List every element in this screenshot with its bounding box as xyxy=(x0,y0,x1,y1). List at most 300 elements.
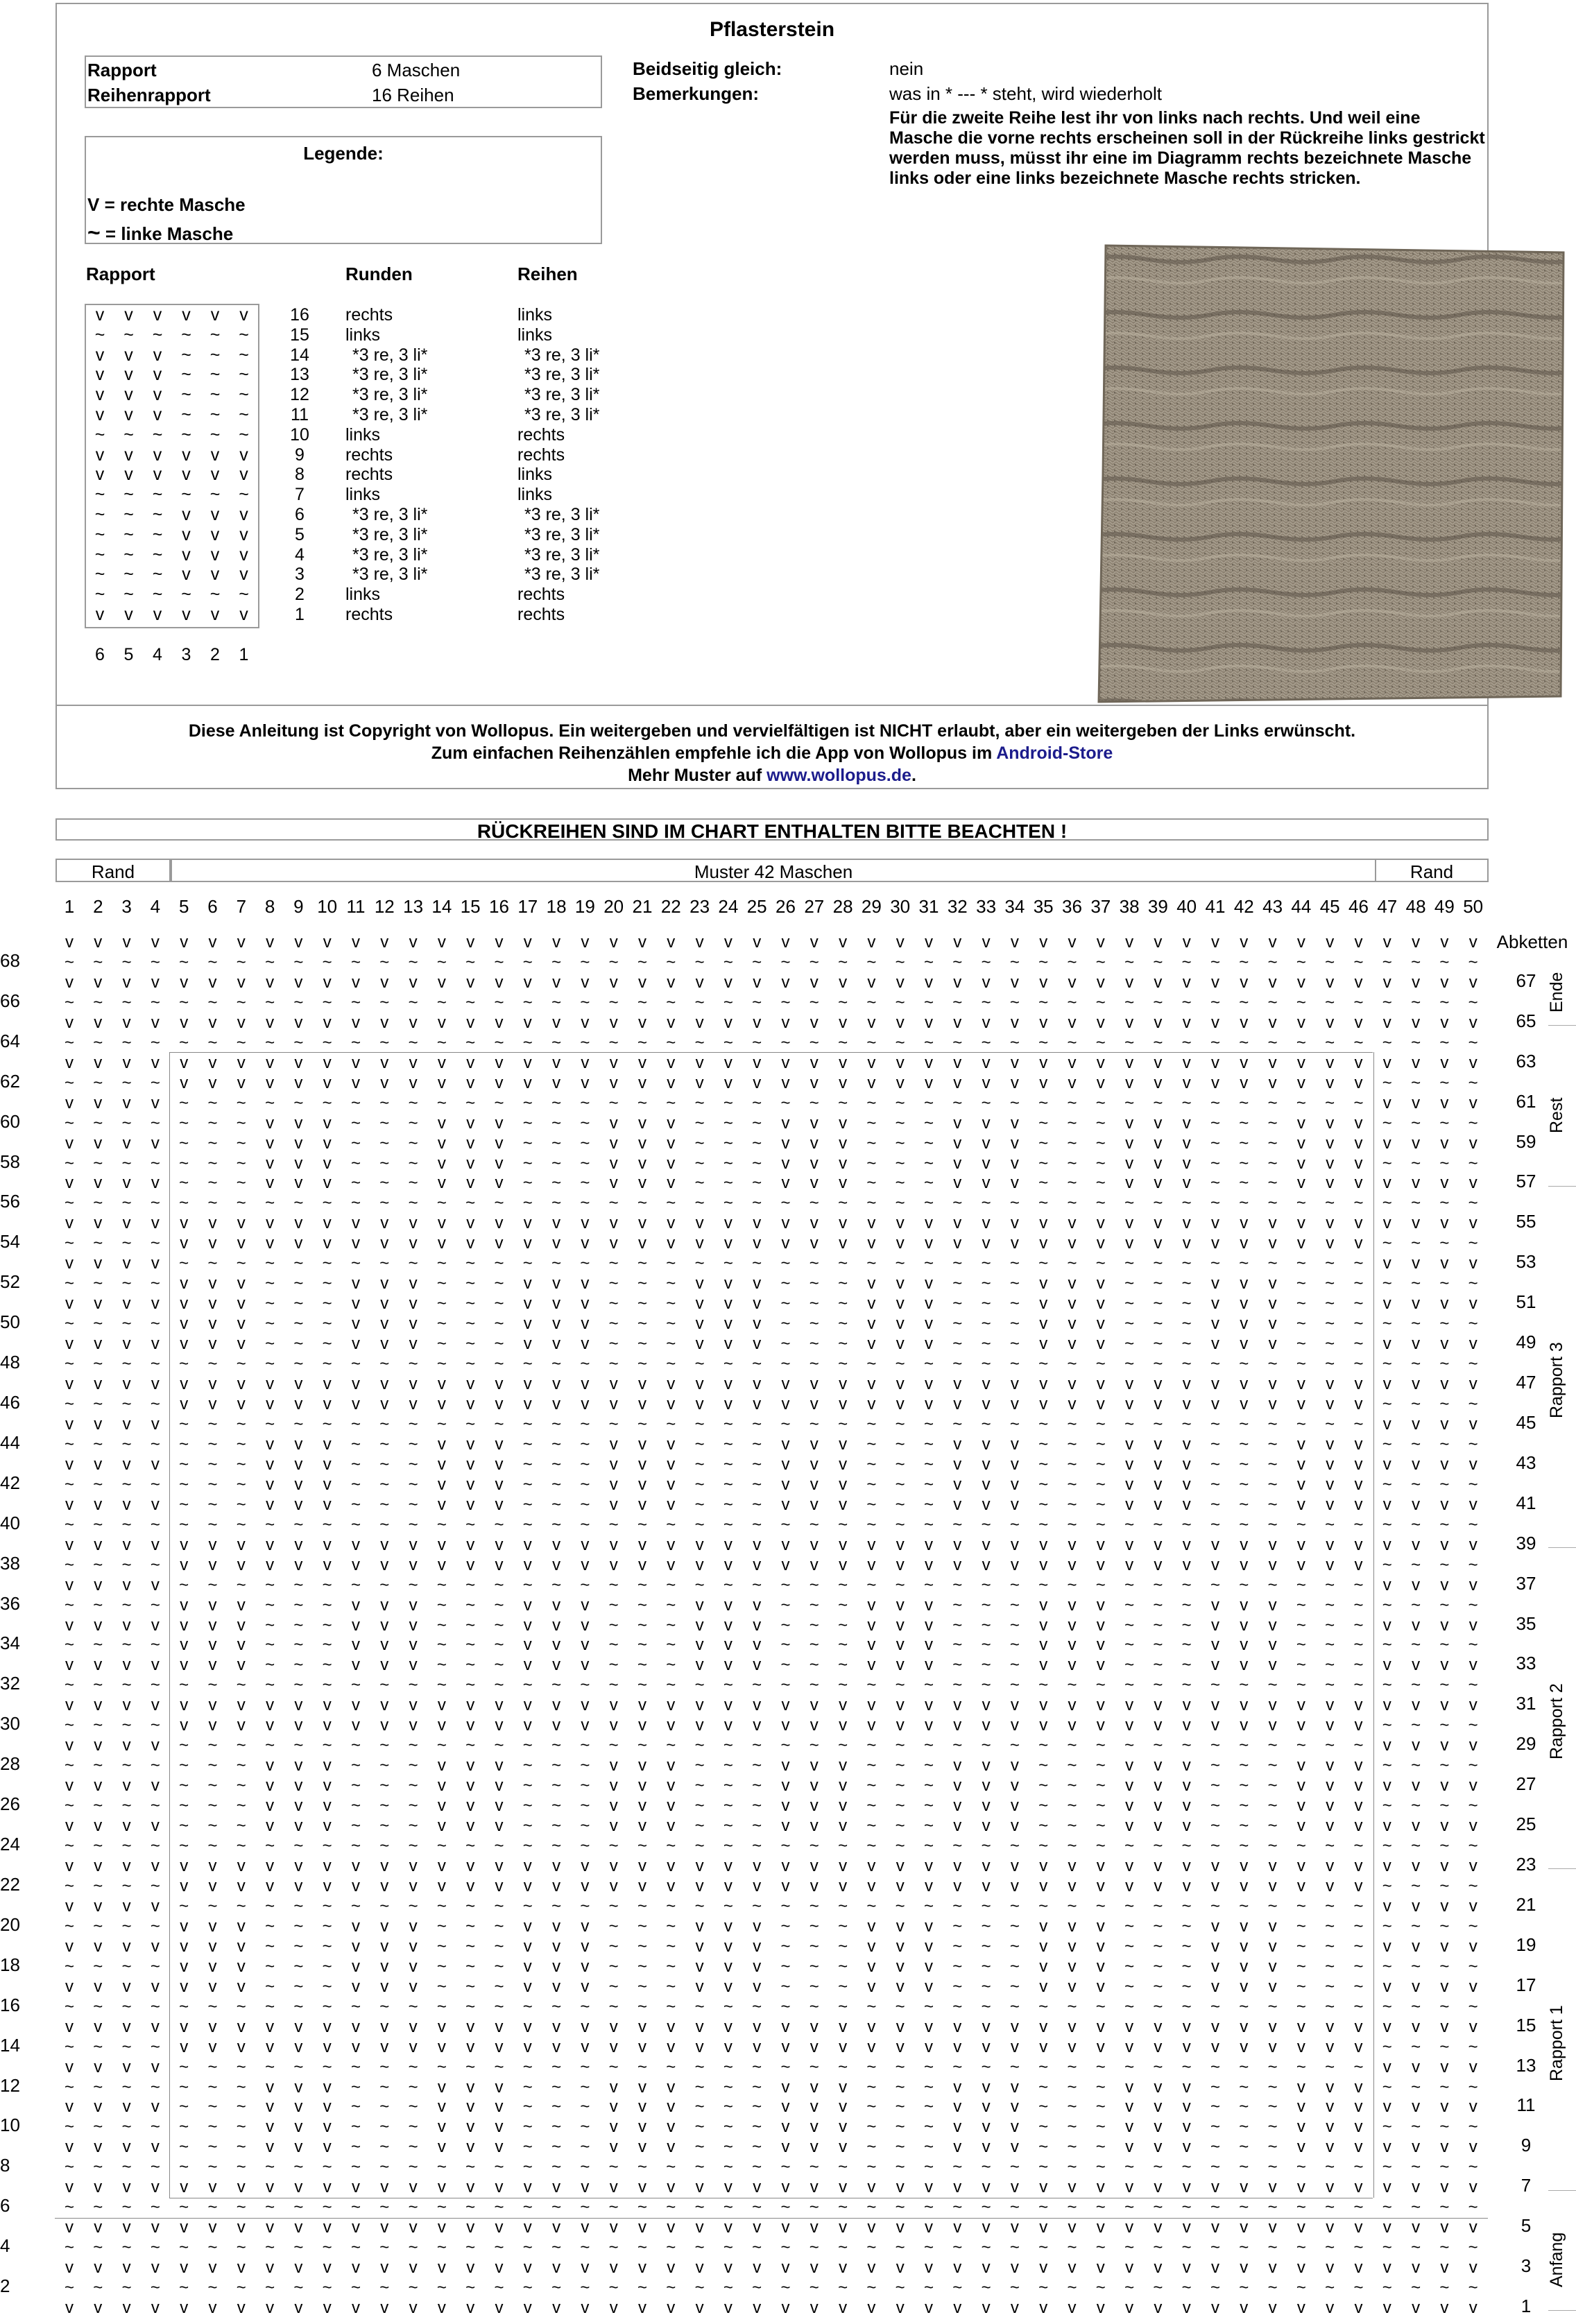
stitch-cell: v xyxy=(1382,1857,1391,1875)
stitch-cell: ~ xyxy=(522,1575,533,1594)
stitch-cell: v xyxy=(667,1375,676,1394)
stitch-cell: ~ xyxy=(150,1796,160,1816)
stitch-cell: ~ xyxy=(93,1796,103,1816)
stitch-cell: v xyxy=(609,1716,618,1735)
stitch-cell: v xyxy=(1268,1314,1277,1334)
stitch-cell: v xyxy=(839,1173,848,1193)
stitch-cell: v xyxy=(867,1073,876,1092)
stitch-cell: ~ xyxy=(1353,1515,1364,1534)
row-number-left: 28 xyxy=(0,1753,20,1775)
stitch-cell: ~ xyxy=(1181,1334,1192,1354)
stitch-cell: v xyxy=(839,1234,848,1253)
stitch-cell: v xyxy=(552,2298,561,2318)
stitch-cell: v xyxy=(753,1876,762,1895)
stitch-cell: v xyxy=(1010,1876,1019,1895)
stitch-cell: v xyxy=(1125,1876,1134,1895)
stitch-cell: v xyxy=(753,1294,762,1314)
stitch-cell: ~ xyxy=(1124,2158,1135,2177)
stitch-cell: ~ xyxy=(952,2278,963,2298)
stitch-cell: v xyxy=(609,1454,618,1474)
stitch-cell: ~ xyxy=(1009,1033,1020,1052)
stitch-cell: v xyxy=(495,2298,504,2318)
stitch-cell: v xyxy=(781,1756,790,1775)
small-chart-stitch: v xyxy=(124,465,133,485)
stitch-cell: ~ xyxy=(207,1796,218,1816)
stitch-cell: ~ xyxy=(207,1173,218,1193)
stitch-cell: ~ xyxy=(64,1956,74,1976)
stitch-cell: v xyxy=(122,2298,131,2318)
stitch-cell: ~ xyxy=(981,1274,991,1293)
stitch-cell: ~ xyxy=(895,2137,905,2157)
stitch-cell: v xyxy=(609,2077,618,2097)
stitch-cell: ~ xyxy=(1038,952,1049,972)
small-chart-row-number: 11 xyxy=(291,405,309,424)
stitch-cell: ~ xyxy=(150,1756,160,1775)
stitch-cell: ~ xyxy=(1439,2278,1450,2298)
stitch-cell: ~ xyxy=(293,1354,304,1374)
stitch-cell: ~ xyxy=(666,992,676,1012)
stitch-cell: v xyxy=(867,1314,876,1334)
stitch-cell: v xyxy=(294,1113,303,1133)
stitch-cell: ~ xyxy=(236,2057,246,2076)
stitch-cell: ~ xyxy=(1067,2238,1077,2257)
stitch-cell: ~ xyxy=(895,1033,905,1052)
stitch-cell: v xyxy=(1240,1615,1249,1635)
stitch-cell: ~ xyxy=(838,2238,848,2257)
stitch-cell: ~ xyxy=(1296,1194,1306,1213)
stitch-cell: ~ xyxy=(1382,1354,1392,1374)
stitch-cell: v xyxy=(180,1375,189,1394)
stitch-cell: ~ xyxy=(895,1776,905,1796)
stitch-cell: v xyxy=(208,1635,217,1655)
stitch-cell: v xyxy=(723,2017,733,2036)
stitch-cell: v xyxy=(1354,1716,1363,1735)
stitch-cell: v xyxy=(1468,2178,1478,2197)
stitch-cell: ~ xyxy=(236,1515,246,1534)
stitch-cell: ~ xyxy=(436,1896,447,1916)
stitch-cell: ~ xyxy=(1411,2278,1421,2298)
stitch-cell: ~ xyxy=(350,1093,361,1112)
android-store-link[interactable]: Android-Store xyxy=(996,743,1113,763)
stitch-cell: v xyxy=(781,1857,790,1875)
stitch-cell: ~ xyxy=(1468,1756,1478,1775)
row-number-right: 53 xyxy=(1516,1251,1536,1273)
stitch-cell: ~ xyxy=(179,2057,189,2076)
stitch-cell: v xyxy=(839,1013,848,1032)
stitch-cell: ~ xyxy=(1267,1454,1278,1474)
stitch-cell: ~ xyxy=(1439,1756,1450,1775)
stitch-cell: ~ xyxy=(1296,952,1306,972)
stitch-cell: v xyxy=(667,1133,676,1153)
stitch-cell: v xyxy=(437,1214,446,1233)
stitch-cell: ~ xyxy=(1009,1093,1020,1112)
stitch-cell: v xyxy=(1125,1395,1134,1413)
stitch-cell: ~ xyxy=(1124,1956,1135,1976)
stitch-cell: ~ xyxy=(809,1615,819,1635)
stitch-cell: ~ xyxy=(322,1575,332,1594)
stitch-cell: ~ xyxy=(580,2057,590,2076)
stitch-cell: v xyxy=(1326,1857,1335,1875)
stitch-cell: ~ xyxy=(293,1836,304,1856)
stitch-cell: ~ xyxy=(723,2097,733,2117)
stitch-cell: v xyxy=(638,2077,646,2097)
stitch-cell: ~ xyxy=(207,1495,218,1514)
stitch-cell: ~ xyxy=(207,1254,218,1273)
stitch-cell: ~ xyxy=(952,1896,963,1916)
stitch-cell: ~ xyxy=(1267,1033,1278,1052)
stitch-cell: ~ xyxy=(895,2057,905,2076)
stitch-cell: v xyxy=(409,1314,418,1334)
stitch-cell: v xyxy=(781,1434,790,1454)
stitch-cell: ~ xyxy=(1067,1515,1077,1534)
stitch-cell: v xyxy=(1296,2077,1305,2097)
stitch-cell: ~ xyxy=(866,1454,877,1474)
stitch-cell: v xyxy=(380,1615,389,1635)
stitch-cell: v xyxy=(1296,1375,1305,1394)
stitch-cell: v xyxy=(1039,1615,1048,1635)
stitch-cell: v xyxy=(237,1234,246,1253)
stitch-cell: v xyxy=(1354,933,1363,952)
stitch-cell: ~ xyxy=(1153,1033,1163,1052)
stitch-cell: v xyxy=(1268,1214,1277,1233)
stitch-cell: ~ xyxy=(809,1676,819,1695)
stitch-cell: v xyxy=(1039,1936,1048,1956)
knitted-swatch-photo xyxy=(1085,239,1570,710)
stitch-cell: v xyxy=(1240,1857,1249,1875)
website-link[interactable]: www.wollopus.de xyxy=(766,766,911,785)
stitch-cell: v xyxy=(867,2178,876,2197)
stitch-cell: ~ xyxy=(866,2117,877,2137)
stitch-cell: ~ xyxy=(752,1736,762,1755)
stitch-cell: ~ xyxy=(236,1454,246,1474)
stitch-cell: v xyxy=(151,1294,160,1314)
stitch-cell: v xyxy=(1468,1736,1478,1755)
stitch-cell: ~ xyxy=(1124,1736,1135,1755)
stitch-cell: ~ xyxy=(265,1254,275,1273)
stitch-cell: ~ xyxy=(93,1555,103,1574)
stitch-cell: ~ xyxy=(1009,1334,1020,1354)
stitch-cell: ~ xyxy=(866,1474,877,1494)
stitch-cell: v xyxy=(982,1796,991,1816)
stitch-cell: ~ xyxy=(895,1495,905,1514)
stitch-cell: ~ xyxy=(522,1254,533,1273)
stitch-cell: v xyxy=(810,1816,819,1836)
small-chart-row-number: 15 xyxy=(290,325,309,345)
stitch-cell: ~ xyxy=(780,1896,791,1916)
stitch-cell: ~ xyxy=(265,2158,275,2177)
stitch-cell: ~ xyxy=(608,2238,619,2257)
stitch-cell: v xyxy=(409,1013,418,1032)
stitch-cell: v xyxy=(925,1696,933,1715)
stitch-cell: ~ xyxy=(666,1896,676,1916)
stitch-cell: v xyxy=(1211,1555,1219,1574)
row-number-left: 34 xyxy=(0,1633,20,1654)
small-chart-stitch: ~ xyxy=(209,385,221,405)
stitch-cell: v xyxy=(1296,2178,1305,2197)
stitch-cell: v xyxy=(953,1876,962,1895)
stitch-cell: v xyxy=(896,2037,905,2056)
stitch-cell: v xyxy=(839,1113,848,1133)
stitch-cell: ~ xyxy=(1296,1294,1306,1314)
stitch-cell: ~ xyxy=(637,1093,647,1112)
stitch-cell: ~ xyxy=(494,1314,504,1334)
stitch-cell: v xyxy=(810,1053,819,1072)
app-line xyxy=(57,742,1487,764)
stitch-cell: ~ xyxy=(179,1093,189,1112)
stitch-cell: ~ xyxy=(723,1254,733,1273)
small-chart-stitch: ~ xyxy=(181,485,191,505)
stitch-cell: ~ xyxy=(1210,1776,1220,1796)
stitch-cell: v xyxy=(65,1857,74,1875)
stitch-cell: v xyxy=(122,1816,131,1836)
small-chart-runden: links xyxy=(345,424,381,445)
stitch-cell: v xyxy=(94,1816,103,1836)
stitch-cell: ~ xyxy=(1353,1194,1364,1213)
stitch-cell: ~ xyxy=(1382,1756,1392,1775)
stitch-cell: ~ xyxy=(522,1113,533,1133)
stitch-cell: ~ xyxy=(265,1033,275,1052)
stitch-cell: v xyxy=(925,1334,933,1354)
stitch-cell: v xyxy=(495,1133,504,1153)
stitch-cell: ~ xyxy=(981,1635,991,1655)
stitch-cell: v xyxy=(810,1113,819,1133)
stitch-cell: v xyxy=(695,1053,704,1072)
stitch-cell: v xyxy=(953,2178,962,2197)
stitch-cell: ~ xyxy=(1411,1515,1421,1534)
stitch-cell: v xyxy=(552,1696,561,1715)
stitch-cell: ~ xyxy=(1267,1474,1278,1494)
stitch-cell: v xyxy=(953,1756,962,1775)
stitch-cell: ~ xyxy=(408,992,418,1012)
stitch-cell: v xyxy=(323,2218,332,2237)
stitch-cell: ~ xyxy=(780,1314,791,1334)
stitch-cell: ~ xyxy=(207,1836,218,1856)
stitch-cell: v xyxy=(867,1977,876,1996)
stitch-cell: ~ xyxy=(723,1474,733,1494)
small-chart-stitch: ~ xyxy=(123,544,134,565)
stitch-cell: v xyxy=(495,1234,504,1253)
stitch-cell: v xyxy=(1326,2097,1335,2117)
stitch-cell: ~ xyxy=(179,992,189,1012)
stitch-cell: v xyxy=(1154,2037,1163,2056)
stitch-cell: ~ xyxy=(780,2238,791,2257)
stitch-cell: v xyxy=(1240,2298,1249,2318)
stitch-cell: v xyxy=(151,1375,160,1394)
stitch-cell: ~ xyxy=(265,2278,275,2298)
stitch-cell: ~ xyxy=(1382,1153,1392,1173)
stitch-cell: ~ xyxy=(1210,1756,1220,1775)
stitch-cell: ~ xyxy=(150,1876,160,1895)
stitch-cell: ~ xyxy=(522,2238,533,2257)
stitch-cell: v xyxy=(294,1053,303,1072)
stitch-cell: v xyxy=(1068,1053,1077,1072)
stitch-cell: v xyxy=(1412,1696,1421,1715)
stitch-cell: v xyxy=(294,1776,303,1796)
stitch-cell: v xyxy=(409,2218,418,2237)
stitch-cell: ~ xyxy=(1153,1274,1163,1293)
row-number-right: 45 xyxy=(1516,1411,1536,1433)
stitch-cell: v xyxy=(839,1395,848,1413)
stitch-cell: ~ xyxy=(1353,1354,1364,1374)
stitch-cell: v xyxy=(1326,2258,1335,2278)
stitch-cell: v xyxy=(1412,1977,1421,1996)
stitch-cell: v xyxy=(65,2057,74,2076)
stitch-cell: ~ xyxy=(752,1836,762,1856)
stitch-cell: v xyxy=(1440,2178,1449,2197)
stitch-cell: ~ xyxy=(1153,1595,1163,1615)
stitch-cell: v xyxy=(982,2137,991,2157)
stitch-cell: ~ xyxy=(1067,2278,1077,2298)
stitch-cell: ~ xyxy=(1067,2158,1077,2177)
stitch-cell: ~ xyxy=(608,2158,619,2177)
stitch-cell: ~ xyxy=(1267,1997,1278,2016)
stitch-cell: ~ xyxy=(1124,1575,1135,1594)
stitch-cell: ~ xyxy=(694,2198,705,2217)
stitch-cell: v xyxy=(1440,972,1449,992)
stitch-cell: v xyxy=(925,1857,933,1875)
stitch-cell: v xyxy=(753,1977,762,1996)
stitch-cell: ~ xyxy=(551,2077,562,2097)
stitch-cell: ~ xyxy=(465,992,476,1012)
stitch-cell: v xyxy=(925,1314,933,1334)
stitch-cell: v xyxy=(122,1977,131,1996)
stitch-cell: ~ xyxy=(1095,1093,1106,1112)
stitch-cell: ~ xyxy=(895,1515,905,1534)
row-number-right: 37 xyxy=(1516,1572,1536,1594)
stitch-cell: v xyxy=(122,1254,131,1273)
stitch-cell: ~ xyxy=(1153,1977,1163,1996)
stitch-cell: v xyxy=(1412,1334,1421,1354)
stitch-cell: ~ xyxy=(1038,1736,1049,1755)
stitch-cell: ~ xyxy=(923,1113,934,1133)
stitch-cell: ~ xyxy=(809,1736,819,1755)
stitch-cell: ~ xyxy=(838,1274,848,1293)
stitch-cell: v xyxy=(552,1314,561,1334)
stitch-cell: v xyxy=(437,1776,446,1796)
stitch-cell: ~ xyxy=(1009,1354,1020,1374)
stitch-cell: v xyxy=(409,1977,418,1996)
stitch-cell: ~ xyxy=(1468,1073,1478,1092)
stitch-cell: ~ xyxy=(1382,2158,1392,2177)
stitch-cell: v xyxy=(609,1375,618,1394)
stitch-cell: ~ xyxy=(1325,2198,1335,2217)
stitch-cell: v xyxy=(1240,2017,1249,2036)
stitch-cell: v xyxy=(1468,2097,1478,2117)
stitch-cell: ~ xyxy=(923,2057,934,2076)
stitch-cell: v xyxy=(867,2298,876,2318)
stitch-cell: v xyxy=(409,1375,418,1394)
stitch-cell: ~ xyxy=(179,1495,189,1514)
stitch-cell: ~ xyxy=(408,1836,418,1856)
stitch-cell: ~ xyxy=(809,1314,819,1334)
stitch-cell: v xyxy=(180,1214,189,1233)
stitch-cell: v xyxy=(1211,1214,1219,1233)
stitch-cell: v xyxy=(1096,1395,1105,1413)
column-number: 48 xyxy=(1405,896,1426,917)
stitch-cell: v xyxy=(781,1073,790,1092)
stitch-cell: v xyxy=(323,1214,332,1233)
stitch-cell: ~ xyxy=(1239,1756,1249,1775)
stitch-cell: v xyxy=(65,2017,74,2036)
stitch-cell: ~ xyxy=(895,1153,905,1173)
row-number-left: 48 xyxy=(0,1352,20,1373)
stitch-cell: ~ xyxy=(1181,1515,1192,1534)
stitch-cell: ~ xyxy=(350,2278,361,2298)
stitch-cell: v xyxy=(1268,2258,1277,2278)
stitch-cell: ~ xyxy=(1124,1655,1135,1675)
stitch-cell: v xyxy=(409,1876,418,1895)
stitch-cell: ~ xyxy=(580,1575,590,1594)
stitch-cell: v xyxy=(1354,2037,1363,2056)
stitch-cell: ~ xyxy=(923,1736,934,1755)
stitch-cell: ~ xyxy=(1468,1314,1478,1334)
stitch-cell: ~ xyxy=(350,1254,361,1273)
stitch-cell: v xyxy=(552,1655,561,1675)
stitch-cell: v xyxy=(1468,2218,1478,2237)
stitch-cell: v xyxy=(380,1696,389,1715)
stitch-cell: v xyxy=(352,1274,360,1293)
small-chart-stitch: v xyxy=(239,505,248,524)
stitch-cell: ~ xyxy=(838,1655,848,1675)
stitch-cell: v xyxy=(753,1214,762,1233)
stitch-cell: v xyxy=(667,2218,676,2237)
stitch-cell: v xyxy=(1125,972,1134,992)
stitch-cell: ~ xyxy=(923,1515,934,1534)
stitch-cell: ~ xyxy=(150,2198,160,2217)
stitch-cell: v xyxy=(781,1375,790,1394)
stitch-cell: ~ xyxy=(207,1153,218,1173)
stitch-cell: ~ xyxy=(1267,992,1278,1012)
stitch-cell: v xyxy=(1125,1375,1134,1394)
stitch-cell: ~ xyxy=(923,1836,934,1856)
small-chart-stitch: v xyxy=(210,565,220,585)
stitch-cell: ~ xyxy=(350,1836,361,1856)
stitch-cell: v xyxy=(1326,1454,1335,1474)
stitch-cell: ~ xyxy=(1439,1676,1450,1695)
stitch-cell: v xyxy=(1440,1375,1449,1394)
small-chart-runden: links xyxy=(345,485,381,505)
stitch-cell: ~ xyxy=(64,2278,74,2298)
stitch-cell: ~ xyxy=(551,2057,562,2076)
stitch-cell: v xyxy=(1326,2218,1335,2237)
stitch-cell: v xyxy=(466,1173,475,1193)
stitch-cell: v xyxy=(65,2097,74,2117)
stitch-cell: ~ xyxy=(752,1515,762,1534)
stitch-cell: ~ xyxy=(838,1676,848,1695)
stitch-cell: ~ xyxy=(981,1334,991,1354)
stitch-cell: v xyxy=(695,2258,704,2278)
stitch-cell: v xyxy=(1412,1655,1421,1675)
stitch-cell: ~ xyxy=(1067,2198,1077,2217)
stitch-cell: v xyxy=(1354,972,1363,992)
small-chart-stitch: ~ xyxy=(94,485,105,505)
stitch-cell: ~ xyxy=(465,952,476,972)
stitch-cell: v xyxy=(753,1535,762,1554)
stitch-cell: v xyxy=(1382,2097,1391,2117)
stitch-cell: v xyxy=(151,2097,160,2117)
small-chart-runden: *3 re, 3 li* xyxy=(352,365,428,385)
stitch-cell: v xyxy=(552,1013,561,1032)
stitch-cell: ~ xyxy=(465,1635,476,1655)
stitch-cell: v xyxy=(1440,1816,1449,1836)
small-chart-stitch: ~ xyxy=(181,405,191,424)
stitch-cell: v xyxy=(695,1635,704,1655)
stitch-cell: v xyxy=(1010,2218,1019,2237)
stitch-cell: v xyxy=(65,2258,74,2278)
small-chart-stitch: ~ xyxy=(209,424,221,445)
stitch-cell: ~ xyxy=(694,1676,705,1695)
stitch-cell: v xyxy=(638,1696,646,1715)
